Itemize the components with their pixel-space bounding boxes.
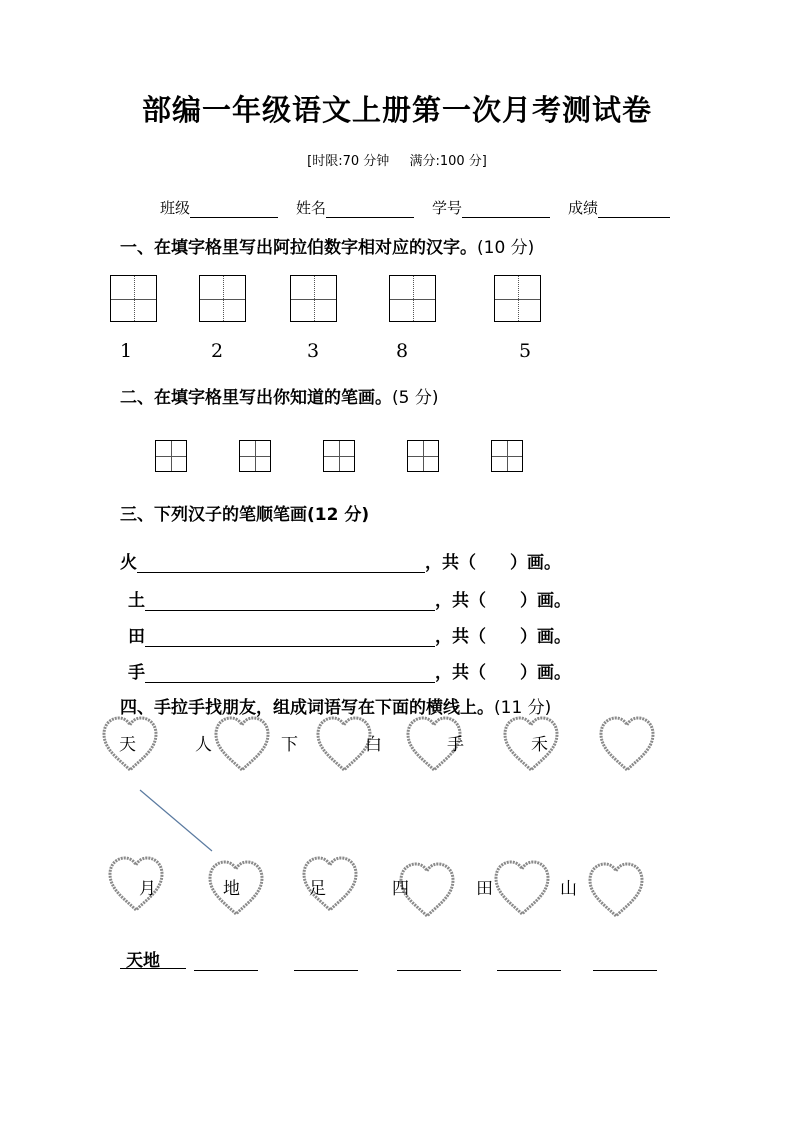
- bottom-char[interactable]: 四: [392, 879, 409, 899]
- arabic-number: 1: [120, 340, 133, 362]
- page-title: 部编一年级语文上册第一次月考测试卷: [141, 93, 652, 127]
- target-char: 土: [128, 591, 145, 611]
- arabic-number: 5: [519, 340, 532, 362]
- bottom-char[interactable]: 田: [476, 879, 493, 899]
- stroke-count-suffix: ，共（ ）画。: [435, 627, 571, 647]
- bottom-char[interactable]: 足: [309, 879, 326, 899]
- arabic-number: 3: [307, 340, 320, 362]
- number-label: 学号: [432, 199, 463, 217]
- question-3-points: (12 分): [307, 505, 370, 525]
- class-label: 班级: [160, 199, 191, 217]
- target-char: 手: [128, 663, 145, 683]
- top-char[interactable]: 下: [281, 735, 298, 755]
- bottom-char[interactable]: 月: [139, 879, 156, 899]
- question-4-text: 四、手拉手找朋友，组成词语写在下面的横线上。: [120, 698, 494, 718]
- time-limit: [时限:70 分钟: [307, 154, 390, 169]
- question-3-text: 三、下列汉子的笔顺笔画: [120, 505, 307, 525]
- question-1-points: (10 分): [477, 238, 535, 258]
- heart-icon: [216, 718, 268, 770]
- example-answer: 天地: [120, 946, 186, 969]
- target-char: 火: [120, 553, 137, 573]
- question-2-text: 二、在填字格里写出你知道的笔画。: [120, 388, 392, 408]
- bottom-char[interactable]: 山: [560, 879, 577, 899]
- stroke-count-suffix: ，共（ ）画。: [435, 663, 571, 683]
- name-label: 姓名: [296, 199, 327, 217]
- answer-blank[interactable]: [397, 969, 461, 971]
- stroke-count-suffix: ，共（ ）画。: [435, 591, 571, 611]
- arabic-number: 2: [211, 340, 224, 362]
- answer-blank[interactable]: [497, 969, 561, 971]
- question-1-text: 一、在填字格里写出阿拉伯数字相对应的汉字。: [120, 238, 477, 258]
- question-4-points: (11 分): [494, 698, 552, 718]
- bottom-char[interactable]: 地: [223, 879, 240, 899]
- answer-blank[interactable]: [294, 969, 358, 971]
- target-char: 田: [128, 627, 145, 647]
- answer-blank[interactable]: [593, 969, 657, 971]
- arabic-number: 8: [396, 340, 409, 362]
- top-char[interactable]: 禾: [531, 735, 548, 755]
- heart-icon: [496, 862, 548, 914]
- top-char[interactable]: 天: [119, 735, 136, 755]
- full-score: 满分:100 分]: [409, 154, 487, 169]
- question-2-points: (5 分): [392, 388, 439, 408]
- stroke-count-suffix: ，共（ ）画。: [425, 553, 561, 573]
- heart-icon: [318, 718, 370, 770]
- grade-label: 成绩: [568, 199, 599, 217]
- answer-blank[interactable]: [194, 969, 258, 971]
- top-char[interactable]: 人: [195, 735, 212, 755]
- top-char[interactable]: 白: [365, 735, 382, 755]
- connect-line: [140, 790, 212, 851]
- heart-icon: [590, 864, 642, 916]
- top-char[interactable]: 手: [447, 735, 464, 755]
- heart-icon: [601, 718, 653, 770]
